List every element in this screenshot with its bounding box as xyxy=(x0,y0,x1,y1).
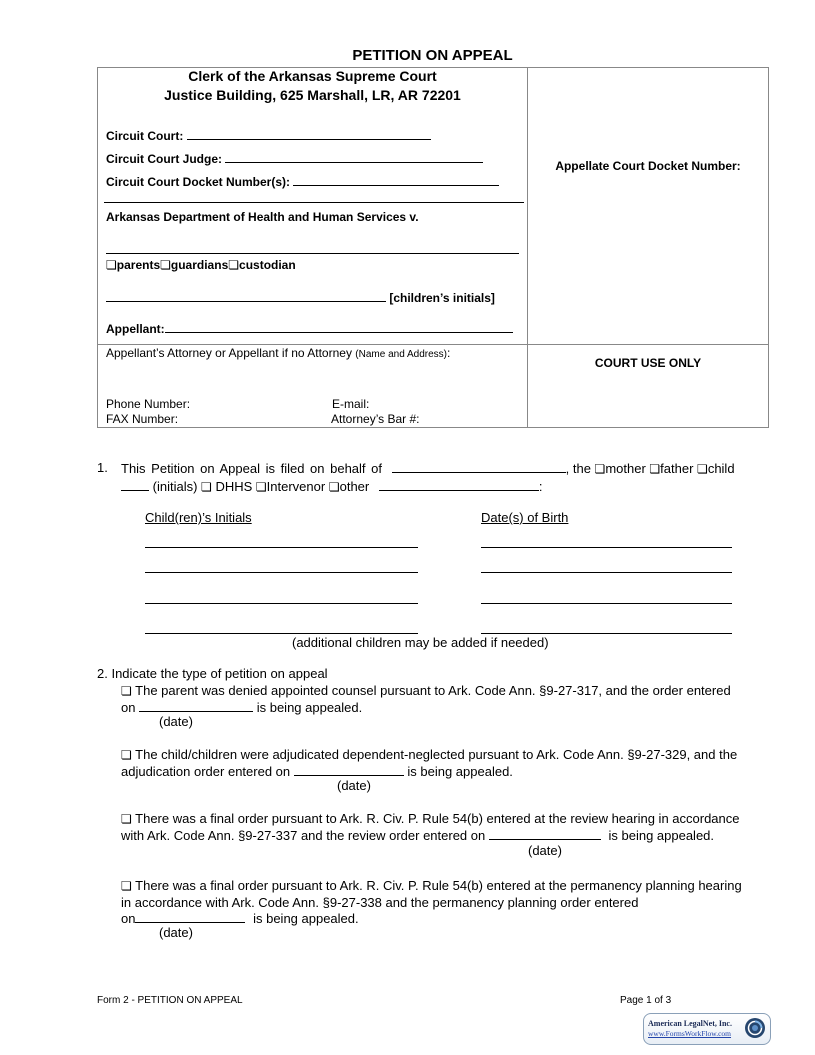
other-checkbox[interactable]: ❏ xyxy=(328,480,340,494)
attorney-label-text: Appellant’s Attorney or Appellant if no Attorney xyxy=(106,346,352,360)
option-3-text: There was a final order pursuant to Ark. R. Civ. P. Rule 54(b) entered at the review hearing in accordance xyxy=(135,811,740,826)
case-caption: Arkansas Department of Health and Human Services v. xyxy=(106,210,419,224)
option-4-line2: in accordance with Ark. Code Ann. §9-27-338 and the permanency planning order entered xyxy=(121,895,639,910)
fax-label: FAX Number: xyxy=(106,412,179,426)
attorney-label xyxy=(106,346,450,360)
circuit-court-field[interactable] xyxy=(106,127,431,143)
appellant-input[interactable] xyxy=(165,320,513,333)
circuit-court-judge-input[interactable] xyxy=(225,150,483,163)
option-1-text: The parent was denied appointed counsel pursuant to Ark. Code Ann. §9-27-317, and the order entered xyxy=(135,683,731,698)
intervenor-checkbox[interactable]: ❏ xyxy=(255,480,267,494)
option-1-checkbox[interactable]: ❏ xyxy=(121,684,132,698)
item1-line1 xyxy=(121,460,735,476)
option-2-date-label: (date) xyxy=(337,778,371,793)
appellant-label: Appellant: xyxy=(106,322,165,336)
dates-of-birth-header: Date(s) of Birth xyxy=(481,510,569,525)
child-dob-input[interactable] xyxy=(481,547,732,548)
court-use-only-label: COURT USE ONLY xyxy=(594,356,702,370)
petition-option-3 xyxy=(121,811,740,826)
item1-the: , the xyxy=(565,461,591,476)
clerk-address: Justice Building, 625 Marshall, LR, AR 72201 xyxy=(164,87,461,103)
petition-option-4 xyxy=(121,878,742,893)
child-checkbox[interactable]: ❏ xyxy=(697,462,708,476)
child-dob-input[interactable] xyxy=(481,633,732,634)
option-4-text: There was a final order pursuant to Ark. R. Civ. P. Rule 54(b) entered at the permanency planning hearing xyxy=(135,878,742,893)
bar-number-label: Attorney’s Bar #: xyxy=(331,412,420,426)
initials-label: (initials) xyxy=(152,479,198,494)
appellate-docket-label: Appellate Court Docket Number: xyxy=(555,159,741,173)
circuit-docket-label: Circuit Court Docket Number(s): xyxy=(106,175,291,189)
petition-option-2 xyxy=(121,747,737,762)
phone-label: Phone Number: xyxy=(106,397,191,411)
dhhs-checkbox[interactable]: ❏ xyxy=(201,480,212,494)
respondent-input[interactable] xyxy=(106,253,519,254)
option-3-line2 xyxy=(121,827,714,843)
legalnet-logo[interactable] xyxy=(643,1013,771,1045)
option-4-date-input[interactable] xyxy=(135,910,245,923)
child-initials-input[interactable] xyxy=(145,603,418,604)
custodian-checkbox[interactable]: ❏ xyxy=(228,258,240,272)
guardians-checkbox[interactable]: ❏ xyxy=(160,258,171,272)
mother-checkbox[interactable]: ❏ xyxy=(594,462,606,476)
child-label: child xyxy=(707,461,735,476)
behalf-of-input[interactable] xyxy=(392,460,566,473)
child-initials-input[interactable] xyxy=(145,633,418,634)
mother-label: mother xyxy=(605,461,646,476)
email-label: E-mail: xyxy=(332,397,370,411)
option-3-review: with Ark. Code Ann. §9-27-337 and the review order entered on xyxy=(121,828,486,843)
intervenor-label: Intervenor xyxy=(266,479,326,494)
child-initials-input[interactable] xyxy=(145,547,418,548)
option-2-date-input[interactable] xyxy=(294,763,404,776)
option-2-appealed: is being appealed. xyxy=(407,764,513,779)
childrens-initials-label: [children’s initials] xyxy=(389,291,495,305)
option-2-checkbox[interactable]: ❏ xyxy=(121,748,132,762)
guardians-label: guardians xyxy=(170,258,229,272)
attorney-label-colon: : xyxy=(447,346,451,360)
item1-text: This Petition on Appeal is filed on behalf of xyxy=(121,461,382,476)
option-1-date-label: (date) xyxy=(159,714,193,729)
circuit-court-judge-label: Circuit Court Judge: xyxy=(106,152,222,166)
custodian-label: custodian xyxy=(239,258,296,272)
form-label: Form 2 - PETITION ON APPEAL xyxy=(97,995,243,1006)
option-4-line3 xyxy=(121,910,359,926)
child-dob-input[interactable] xyxy=(481,603,732,604)
attorney-label-note: (Name and Address) xyxy=(355,349,448,360)
circuit-court-label: Circuit Court: xyxy=(106,129,184,143)
option-4-on: on xyxy=(121,911,136,926)
father-label: father xyxy=(660,461,694,476)
childrens-initials-input[interactable] xyxy=(106,289,386,302)
child-dob-input[interactable] xyxy=(481,572,732,573)
logo-website: www.FormsWorkFlow.com xyxy=(648,1029,732,1038)
circuit-court-input[interactable] xyxy=(187,127,431,140)
other-label: other xyxy=(339,479,370,494)
page-number: Page 1 of 3 xyxy=(620,995,672,1006)
child-initials-input[interactable] xyxy=(145,572,418,573)
respondent-type-options xyxy=(106,258,296,272)
appellant-field[interactable] xyxy=(106,320,513,336)
option-2-adjudication: adjudication order entered on xyxy=(121,764,291,779)
item2-heading: 2. Indicate the type of petition on appeal xyxy=(97,666,328,681)
page-title: PETITION ON APPEAL xyxy=(352,47,513,64)
circuit-court-judge-field[interactable] xyxy=(106,150,483,166)
option-4-date-label: (date) xyxy=(159,925,193,940)
option-3-checkbox[interactable]: ❏ xyxy=(121,812,132,826)
option-2-line2 xyxy=(121,763,513,779)
item1-colon: : xyxy=(538,479,543,494)
additional-children-note: (additional children may be added if needed) xyxy=(292,635,549,650)
clerk-name: Clerk of the Arkansas Supreme Court xyxy=(188,68,437,84)
circuit-docket-field[interactable] xyxy=(106,173,499,189)
option-3-date-input[interactable] xyxy=(489,827,601,840)
father-checkbox[interactable]: ❏ xyxy=(649,462,661,476)
parents-label: parents xyxy=(116,258,161,272)
option-1-line2 xyxy=(121,699,362,715)
option-1-date-input[interactable] xyxy=(139,699,253,712)
option-3-date-label: (date) xyxy=(528,843,562,858)
children-initials-header: Child(ren)’s Initials xyxy=(145,510,252,525)
childrens-initials-field[interactable] xyxy=(106,289,495,305)
dhhs-label: DHHS xyxy=(215,479,253,494)
petition-option-1 xyxy=(121,683,731,698)
initials-input[interactable] xyxy=(121,478,149,491)
option-1-on: on xyxy=(121,700,136,715)
other-input[interactable] xyxy=(379,478,539,491)
option-4-appealed: is being appealed. xyxy=(253,911,359,926)
divider xyxy=(104,202,524,203)
option-3-appealed: is being appealed. xyxy=(608,828,715,843)
item1-number: 1. xyxy=(97,460,108,475)
logo-company-name: American LegalNet, Inc. xyxy=(648,1019,732,1028)
option-1-appealed: is being appealed. xyxy=(256,700,363,715)
circuit-docket-input[interactable] xyxy=(293,173,499,186)
parents-checkbox[interactable]: ❏ xyxy=(106,258,117,272)
option-2-text: The child/children were adjudicated dependent-neglected pursuant to Ark. Code Ann. §9-27-329, and the xyxy=(135,747,738,762)
globe-icon xyxy=(744,1017,766,1039)
item1-line2 xyxy=(121,478,543,494)
option-4-checkbox[interactable]: ❏ xyxy=(121,879,132,893)
